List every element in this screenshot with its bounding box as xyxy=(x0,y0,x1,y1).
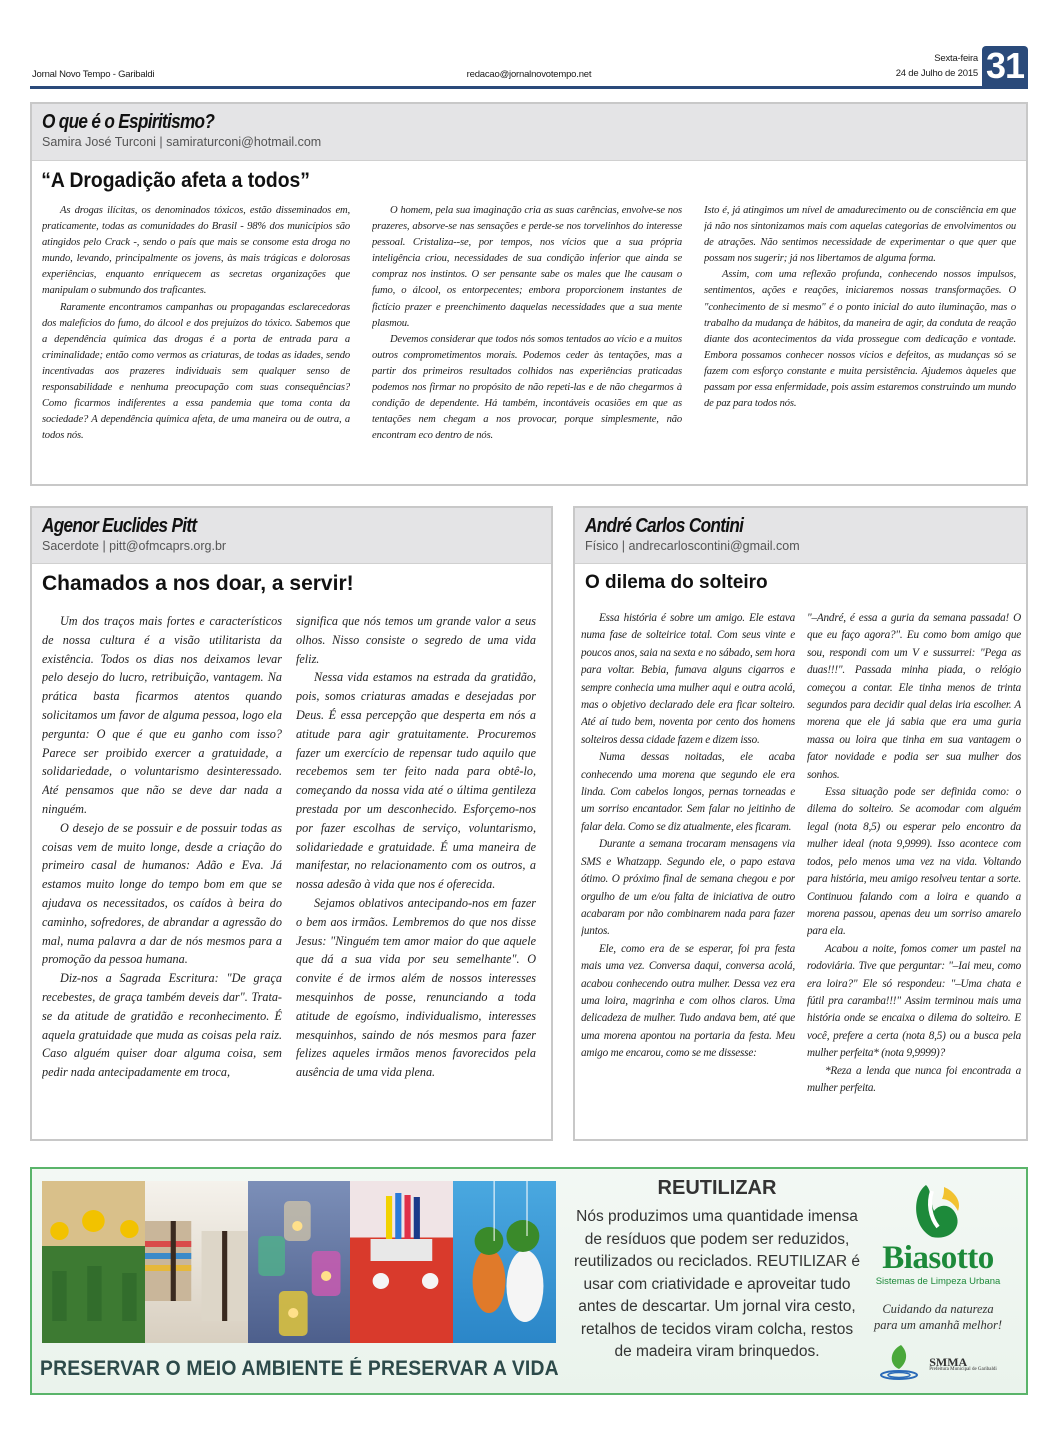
article-espiritismo xyxy=(30,102,1028,486)
body-column-1 xyxy=(581,610,795,1097)
article-body xyxy=(581,610,1021,1097)
article-body xyxy=(42,203,1016,444)
paragraph: Essa situação pode ser definida como: o dilema do solteiro. Se acomodar com alguém legal (nota 8,5) ou esperar pelo encontro da mulher ideal (nota 9,9999). Isso acontece com todos, pelo menos uma vez na vida. Voltando para história, meu amigo resolveu tentar a sorte. Continuou falando com a loira e quando a morena passou, apenas deu um sorriso amarelo para ela. xyxy=(807,786,1021,938)
article-agenor xyxy=(30,506,553,1141)
brand-tagline xyxy=(858,1301,1018,1333)
paragraph: Sejamos oblativos antecipando-nos em fazer o bem aos irmãos. Lembremos do que nos disse Jesus: "Ninguém tem amor maior do que aquele que dá a sua vida por seu semelhante". O convite é de irmos além de nossos interesses mesquinhos de posse, renunciando a toda atitude de egoísmo, individualismo, interesses mesquinhos, saindo de nós mesmos para fazer felizes aqueles irmãos menos favorecidos pela ausência de uma vida plena. xyxy=(296,895,536,1080)
article-body xyxy=(42,612,542,1082)
magazine-stools-photo xyxy=(145,1181,248,1343)
jar-lamps-photo xyxy=(248,1181,351,1343)
footnote: *Reza a lenda que nunca foi encontrada a mulher perfeita. xyxy=(807,1064,1021,1094)
byline: Samira José Turconi | samiraturconi@hotmail.com xyxy=(42,135,322,149)
brand-subtitle: Sistemas de Limpeza Urbana xyxy=(875,1276,1001,1287)
tagline-line-2: para um amanhã melhor! xyxy=(873,1318,1003,1332)
headline: O dilema do solteiro xyxy=(585,572,768,593)
headline: “A Drogadição afeta a todos” xyxy=(41,169,310,192)
date: 24 de Julho de 2015 xyxy=(895,68,978,79)
weekday: Sexta-feira xyxy=(934,53,978,64)
paragraph: Acabou a noite, fomos comer um pastel na rodoviária. Tive que perguntar: "–Iai meu, como era loira?" Ele só respondeu: "–Uma chata e fútil pra caramba!!!" Assim terminou mais uma história onde se encaixa o dilema do solteiro. E você, prefere a certa (nota 8,5) ou a busca pela mulher perfeita* (nota 9,9999)? xyxy=(807,942,1021,1060)
paragraph: significa que nós temos um grande valor a seus olhos. Nisso consiste o segredo de uma vida feliz. xyxy=(296,614,536,666)
body-column-2 xyxy=(296,612,536,1082)
floppy-disk-holder-photo xyxy=(350,1181,453,1343)
column-name: O que é o Espiritismo? xyxy=(42,111,215,133)
newspaper-name: Jornal Novo Tempo - Garibaldi xyxy=(32,69,155,80)
byline: Físico | andrecarloscontini@gmail.com xyxy=(585,539,800,553)
ad-title: REUTILIZAR xyxy=(657,1177,777,1199)
column-header xyxy=(32,508,551,564)
paragraph: Durante a semana trocaram mensagens via SMS e Whatzapp. Segundo ele, o papo estava ótimo. O próximo final de semana chegou e por orgulho de um e/ou falta de iniciativa de outro acabaram por não combinarem nada para fazer juntos. xyxy=(581,838,795,938)
column-name: André Carlos Contini xyxy=(585,515,744,537)
newspaper-email[interactable]: redacao@jornalnovotempo.net xyxy=(466,69,592,80)
brand-name: Biasotto xyxy=(882,1240,994,1276)
paragraph: Assim, com uma reflexão profunda, conhecendo nossos impulsos, sentimentos, ações e reações, iniciaremos nossas transformações. O "conhecimento de si mesmo" é o ponto inicial do auto iluminação, mas o trabalho da mudança de hábitos, da maneira de agir, da conduta de reação diante dos acontecimentos da vida prossegue com dedicação e vontade. Embora possamos conhecer nossos vícios e defeitos, as mudanças só se fazem com esforço constante e muita persistência. Ajudemos àqueles que passam por essa enfermidade, pois assim estaremos construindo um mundo de paz para todos nós. xyxy=(704,269,1016,410)
paragraph: Essa história é sobre um amigo. Ele estava numa fase de solteirice total. Com seus vinte e poucos anos, saia na sexta e no sábado, sem hora para voltar. Bebia, fumava alguns cigarros e sempre conhecia uma mulher aqui e outra acolá, mas o objetivo declarado dele era ficar solteiro. Até aí tudo bem, noventa por cento dos homens solteiros dessa cidade fazem e dizem isso. xyxy=(581,612,795,746)
leaf-logo-icon xyxy=(879,1343,921,1386)
headline: Chamados a nos doar, a servir! xyxy=(42,572,354,595)
paragraph: O homem, pela sua imaginação cria as suas carências, envolve-se nos prazeres, absorve-se nas sensações e perde-se nos torvelinhos do interesse pessoal. Cristaliza--se, por tempos, nos vícios que a sua própria inteligência criou, necessidades de sua condição inferior que ainda se compraz nos instintos. O ser pensante sabe os males que lhe causam o fumo, o álcool, os entorpecentes; embora proporcionem instantes de fictício prazer e preenchimento daquelas necessidades que a sua mente plasmou. xyxy=(372,205,683,329)
tagline-line-1: Cuidando da natureza xyxy=(882,1302,994,1316)
paragraph: Um dos traços mais fortes e característicos de nossa cultura é a visão utilitarista da existência. Todos os dias nos deixamos levar pelo desejo do lucro, retribuição, vantagem. Na prática basta ficarmos atentos quando solicitamos um favor de alguma pessoa, logo ela pergunta: O que é que eu ganho com isso? Parece ser proibido exercer a gratuidade, a solidariedade, o voluntarismo desinteressado. Até pensamos que não se deve dar nada a ninguém. xyxy=(42,614,282,816)
paragraph: O desejo de se possuir e de possuir todas as coisas vem de muito longe, desde a criação do primeiro casal de humanos: Adão e Eva. Já estamos muito longe do tempo bom em que se ajudava os necessitados, os caídos à beira do caminho, sofredores, de abrandar a agressão do mal, numa palavra a dar de nós mesmos para a promoção da pessoa humana. xyxy=(42,820,282,967)
page-number: 31 xyxy=(982,46,1028,86)
masthead xyxy=(30,45,1028,89)
paragraph: Devemos considerar que todos nós somos tentados ao vício e a muitos outros comprometimentos morais. Podemos ceder às tentações, mas a partir dos primeiros resultados colhidos nas experiências praticadas podemos nos firmar no propósito de não repeti-las e de não chegarmos à condição de dependente. Há também, incontáveis ocasiões em que as tentações nem chegam a nos provocar, porque simplesmente, não encontram eco dentro de nós. xyxy=(372,333,683,442)
body-column-2 xyxy=(807,610,1021,1097)
column-name: Agenor Euclides Pitt xyxy=(42,515,197,537)
partner-subtitle: Prefeitura Municipal de Garibaldi xyxy=(929,1366,997,1372)
paragraph: "–André, é essa a guria da semana passada! O que eu faço agora?". Eu como bom amigo que sou, respondi com um V e sussurrei: "Pega as duas!!!". Passada minha piada, o relógio começou a contar. Ele tinha menos de trinta segundos para decidir qual delas iria escolher. A morena que ele já sabia que era uma guria massa ou loira que tinha em sua vantagem o fator novidade e podia ser sua mulher dos sonhos. xyxy=(807,612,1021,781)
paragraph: As drogas ilícitas, os denominados tóxicos, estão disseminados em, praticamente, todas as comunidades do Brasil - 98% dos municípios são atingidos pelo Crack -, sendo o país que mais se consome esta droga no mundo, levando, principalmente os jovens, às mais trágicas e dolorosas experiências, enquanto enriquecem as secretas organizações que manipulam o submundo dos traficantes. xyxy=(42,205,351,297)
partner-name: SMMA xyxy=(929,1354,968,1369)
photo-strip xyxy=(42,1181,556,1343)
body-column-1 xyxy=(42,203,350,444)
shoe-planters-photo xyxy=(453,1181,556,1343)
partner-logos xyxy=(858,1343,1018,1386)
issue-date xyxy=(896,51,978,81)
article-andre xyxy=(573,506,1028,1141)
ad-slogan: PRESERVAR O MEIO AMBIENTE É PRESERVAR A VIDA xyxy=(40,1357,559,1380)
paragraph: Ele, como era de se esperar, foi pra festa mais uma vez. Conversa daqui, conversa acolá, acabou conhecendo outra mulher. Dessa vez era uma loira, magrinha e com olhos claros. Uma delicadeza de mulher. Tudo andava bem, até que uma morena apontou na portaria da festa. Meu amigo me encarou, como se me dissesse: xyxy=(581,942,795,1060)
column-header xyxy=(575,508,1026,564)
smma-logo xyxy=(929,1354,997,1373)
paragraph: Isto é, já atingimos um nível de amadurecimento ou de consciência em que já não nos sintonizamos mais com aquelas categorias de envolvimentos ou de atrações. Não sentimos necessidade de experimentar o que quer que possam nos sugerir; já nos libertamos de alguma forma. xyxy=(704,205,1016,265)
ad-body: Nós produzimos uma quantidade imensa de resíduos que podem ser reduzidos, reutilizados ou reciclados. REUTILIZAR é usar com criatividade e aproveitar tudo antes de descartar. Um jornal vira cesto, retalhos de tecidos viram colcha, restos de madeira viram brinquedos. xyxy=(573,1208,860,1360)
biasotto-logo-icon xyxy=(908,1181,968,1241)
paragraph: Numa dessas noitadas, ele acaba conhecendo uma morena que segundo ele era linda. Com cabelos longos, pernas torneadas e um sorriso encantador. Sem falar no jeitinho de falar dela. Como se diz atualmente, eles ficaram. xyxy=(581,751,795,833)
column-header xyxy=(32,104,1026,161)
advertisement-reutilizar[interactable] xyxy=(30,1167,1028,1395)
ad-copy xyxy=(572,1177,862,1364)
bottle-vases-photo xyxy=(42,1181,145,1343)
body-column-2 xyxy=(372,203,682,444)
sponsor-brand[interactable] xyxy=(858,1181,1018,1386)
byline: Sacerdote | pitt@ofmcaprs.org.br xyxy=(42,539,227,553)
body-column-3 xyxy=(704,203,1016,444)
body-column-1 xyxy=(42,612,282,1082)
paragraph: Nessa vida estamos na estrada da gratidão, pois, somos criaturas amadas e desejadas por Deus. É essa percepção que desperta em nós a atitude para agir gratuitamente. Procuremos fazer um exercício de repensar tudo aquilo que recebemos sem ter feito nada para obtê-lo, começando da nossa vida até o última gentileza prestada por um desconhecido. Esforçemo-nos por fazer escolhas de serviço, voluntarismo, solidariedade e gratuidade. É uma maneira de manifestar, no relacionamento com os outros, a nossa adesão à vida que nos é oferecida. xyxy=(296,670,536,892)
paragraph: Raramente encontramos campanhas ou propagandas esclarecedoras dos malefícios do fumo, do álcool e dos prejuízos do tóxico. Sabemos que a dependência química das drogas é a porta de entrada para a criminalidade; então como vermos as criaturas, de todas as idades, sendo incentivadas aos prazeres individuais sem qualquer senso de responsabilidade e nenhuma preocupação com suas consequências? Como ficarmos indiferentes a essa pandemia que toma conta da sociedade? A dependência química afeta, de uma maneira ou de outra, a todos nós. xyxy=(42,301,351,442)
paragraph: Diz-nos a Sagrada Escritura: "De graça recebestes, de graça também deveis dar". Trata-se da atitude de gratidão e reconhecimento. É aquela gratuidade que muda as coisas pela raiz. Caso alguém quiser doar alguma coisa, sem pedir nada antecipadamente em troca, xyxy=(42,971,282,1080)
